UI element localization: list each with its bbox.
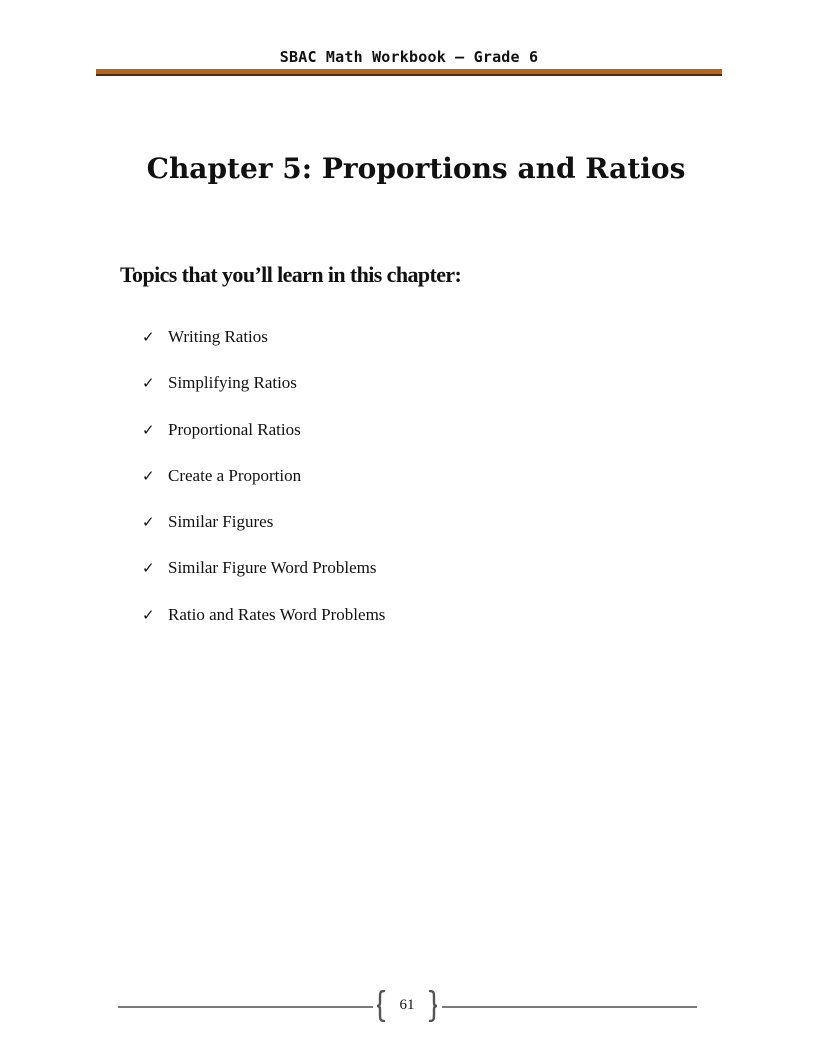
topic-label: Writing Ratios xyxy=(168,327,268,346)
header-rule-shadow xyxy=(96,74,722,76)
topics-heading: Topics that you’ll learn in this chapter: xyxy=(120,262,462,287)
topic-label: Ratio and Rates Word Problems xyxy=(168,604,386,624)
topic-list xyxy=(142,326,385,650)
topic-label: Proportional Ratios xyxy=(168,419,301,439)
topic-label: Similar Figures xyxy=(168,512,274,532)
topic-label: Create a Proportion xyxy=(168,465,302,485)
list-item xyxy=(142,419,385,465)
check-icon: ✓ xyxy=(142,559,155,578)
list-item xyxy=(142,326,385,372)
topic-label: Similar Figure Word Problems xyxy=(168,558,377,578)
check-icon: ✓ xyxy=(142,513,155,532)
check-icon: ✓ xyxy=(142,605,155,624)
page-number: 61 xyxy=(399,997,415,1013)
running-header: SBAC Math Workbook – Grade 6 xyxy=(279,48,539,66)
list-item xyxy=(142,511,385,557)
list-item xyxy=(142,604,385,650)
topic-label: Simplifying Ratios xyxy=(168,373,297,393)
page-number-box xyxy=(376,990,438,1024)
footer-rule-left xyxy=(118,1006,373,1008)
check-icon: ✓ xyxy=(142,466,155,485)
list-item xyxy=(142,465,385,511)
check-icon: ✓ xyxy=(142,328,155,346)
chapter-title: Chapter 5: Proportions and Ratios xyxy=(146,152,686,185)
list-item xyxy=(142,557,385,603)
list-item xyxy=(142,372,385,418)
footer-rule-right xyxy=(442,1006,697,1008)
check-icon: ✓ xyxy=(142,420,155,439)
right-brace-icon xyxy=(428,990,438,1022)
check-icon: ✓ xyxy=(142,374,155,393)
